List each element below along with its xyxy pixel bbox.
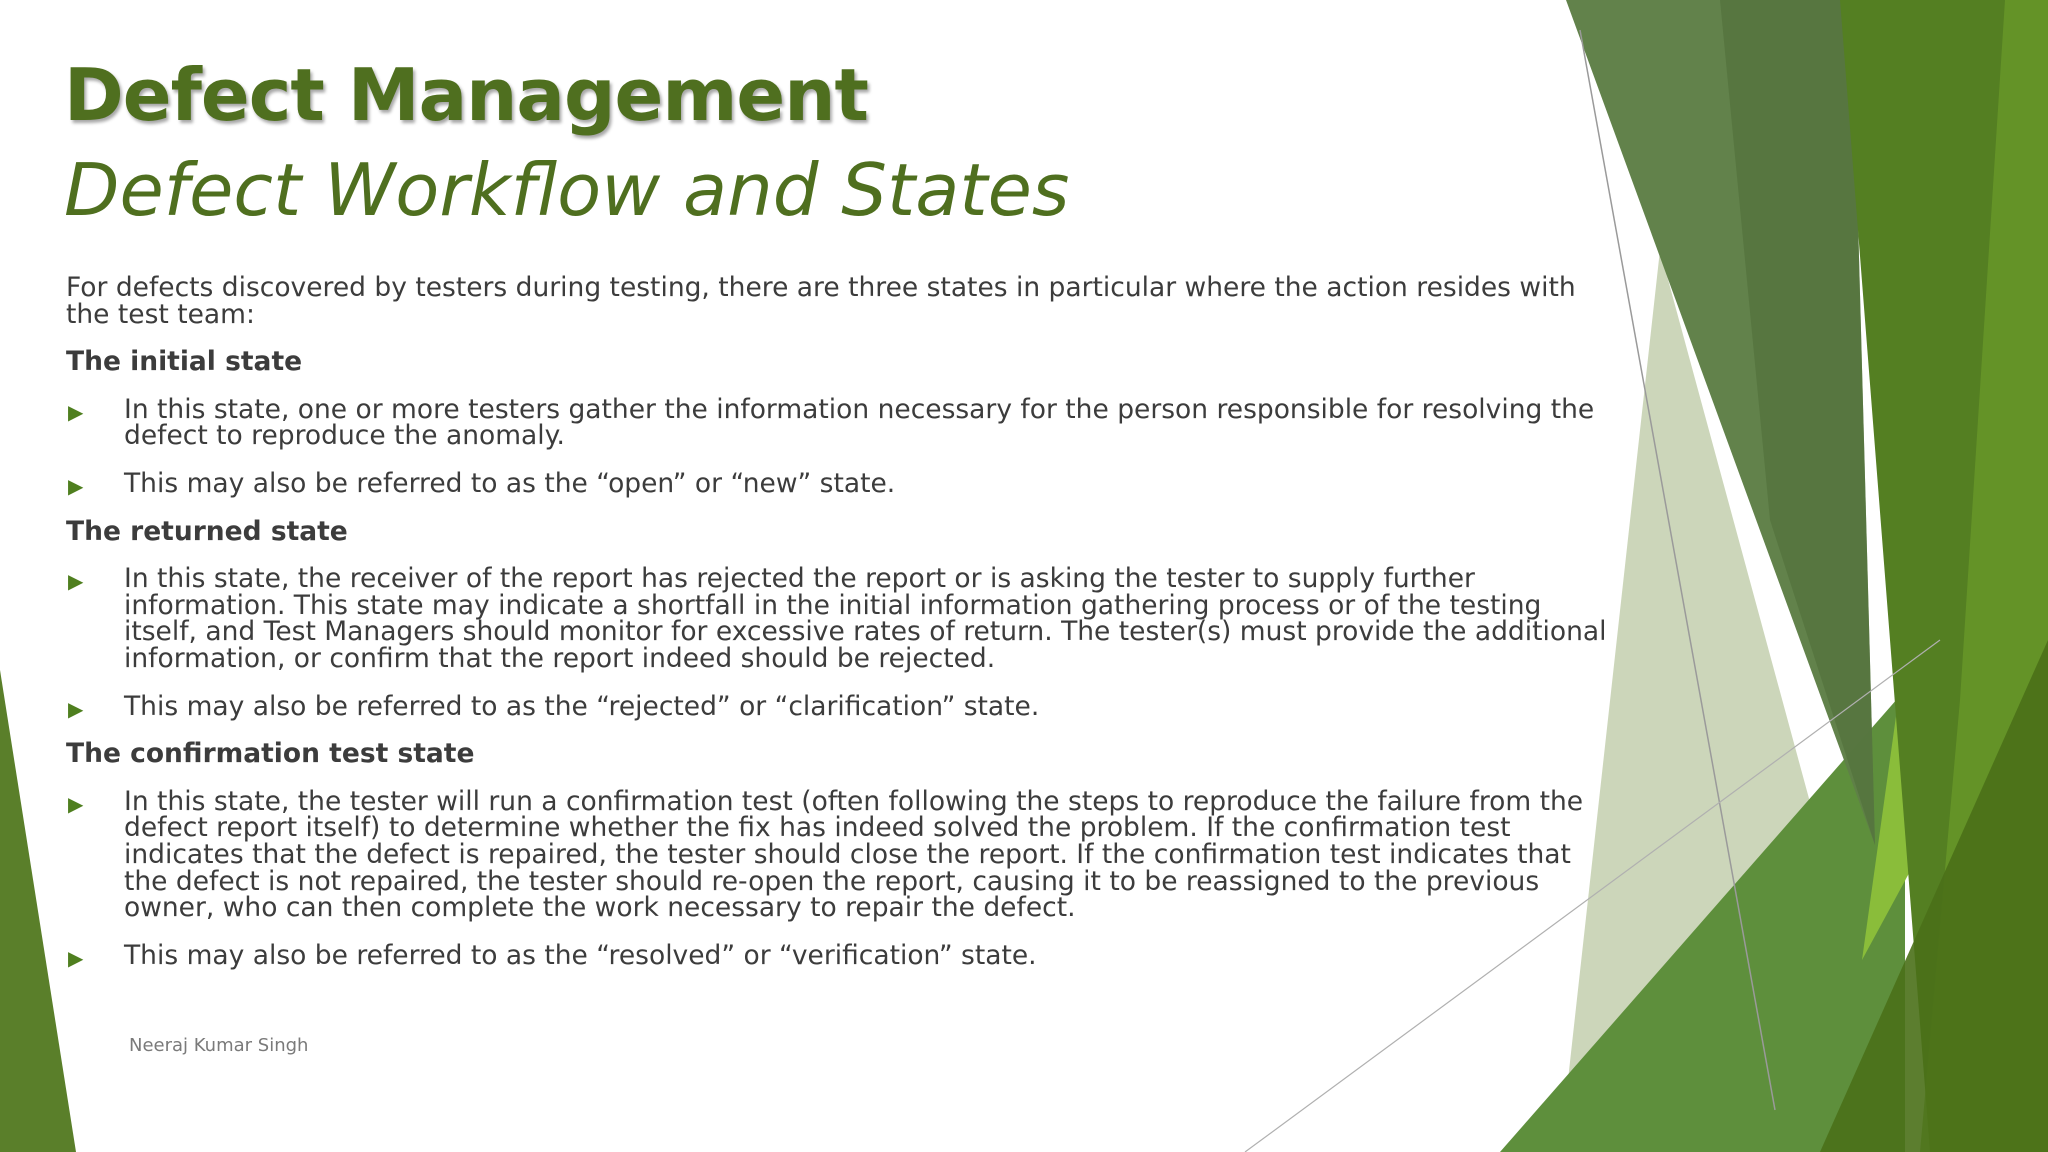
triangle-right-bullet-icon: ▶ xyxy=(68,791,84,816)
triangle-right-bullet-icon: ▶ xyxy=(68,945,84,970)
bullet-text: In this state, the receiver of the report has rejected the report or is asking the tester to supply further information. This state may indicate a shortfall in the initial information gathering process or of the testing itself, and Test Managers should monitor for excessive rates of return. The tester(s) must provide the additional information, or confirm that the report indeed should be rejected. xyxy=(124,563,1607,674)
bullet-text: This may also be referred to as the “rejected” or “clarification” state. xyxy=(124,690,1040,722)
footer-author: Neeraj Kumar Singh xyxy=(129,1035,309,1056)
left-green-sliver-shape xyxy=(0,670,76,1152)
triangle-right-bullet-icon: ▶ xyxy=(68,696,84,721)
bullet-text: This may also be referred to as the “resolved” or “verification” state. xyxy=(124,939,1037,971)
section-heading-initial-state: The initial state xyxy=(66,346,303,378)
intro-paragraph: For defects discovered by testers during testing, there are three states in particular where the action resides with the test team: xyxy=(66,272,1576,330)
list-item xyxy=(66,939,1616,971)
section-heading-confirmation-test-state: The confirmation test state xyxy=(66,738,475,770)
slide-title: Defect Management xyxy=(64,53,868,137)
bullet-text: In this state, the tester will run a confirmation test (often following the steps to reproduce the failure from the defect report itself) to determine whether the fix has indeed solved the problem. If the confirmation test indicates that the defect is repaired, the tester should close the report. If the confirmation test indicates that the defect is not repaired, the tester should re-open the report, causing it to be reassigned to the previous owner, who can then complete the work necessary to repair the defect. xyxy=(124,785,1584,924)
bullet-text: This may also be referred to as the “open” or “new” state. xyxy=(124,467,896,499)
triangle-right-bullet-icon: ▶ xyxy=(68,399,84,424)
list-item xyxy=(66,690,1616,722)
section-heading-returned-state: The returned state xyxy=(66,515,348,547)
triangle-right-bullet-icon: ▶ xyxy=(68,569,84,594)
bullet-list-confirmation-test-state xyxy=(66,785,1616,971)
bullet-list-returned-state xyxy=(66,563,1616,722)
bullet-list-initial-state xyxy=(66,393,1616,499)
slide-subtitle: Defect Workflow and States xyxy=(64,148,1070,232)
bullet-text: In this state, one or more testers gather the information necessary for the person responsible for resolving the defect to reproduce the anomaly. xyxy=(124,393,1595,452)
slide-body xyxy=(66,272,1616,990)
list-item xyxy=(66,563,1616,674)
triangle-right-bullet-icon: ▶ xyxy=(68,473,84,498)
list-item xyxy=(66,393,1616,452)
list-item xyxy=(66,785,1616,924)
list-item xyxy=(66,467,1616,499)
